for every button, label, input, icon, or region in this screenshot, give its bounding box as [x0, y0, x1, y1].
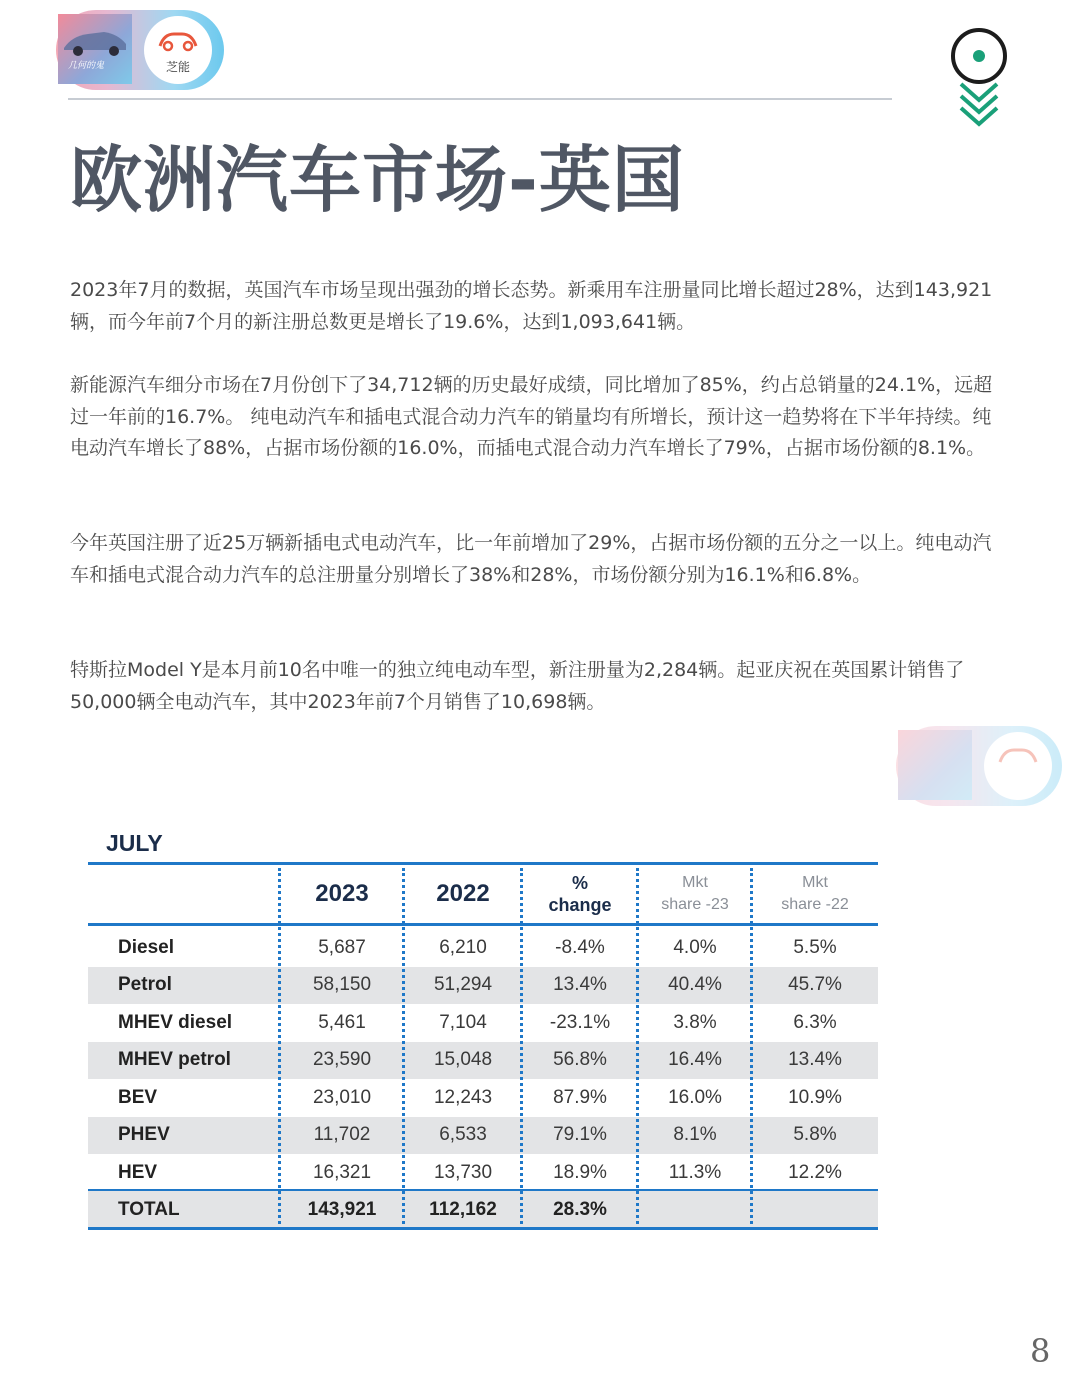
table-row	[88, 1042, 878, 1080]
table-cell-mkt22: 5.5%	[793, 936, 837, 958]
table-caption: JULY	[106, 830, 163, 856]
column-divider	[402, 868, 405, 1224]
table-cell-mkt22: 13.4%	[788, 1049, 842, 1071]
table-cell-mkt22: 12.2%	[788, 1161, 842, 1183]
total-bottom-rule	[88, 1227, 878, 1230]
page-number: 8	[1030, 1332, 1051, 1370]
table-cell-mkt23: 8.1%	[673, 1124, 717, 1146]
table-row	[88, 1079, 878, 1117]
table-cell-y2022: 51,294	[433, 974, 493, 996]
table-cell-mkt22: 45.7%	[788, 974, 842, 996]
column-divider	[278, 868, 281, 1224]
header-mkt22-line2: share -22	[781, 896, 849, 913]
table-cell-label: HEV	[118, 1161, 158, 1183]
car-outline-icon	[156, 26, 200, 56]
table-cell-y2022: 7,104	[439, 1011, 487, 1033]
table-cell-change: -23.1%	[549, 1011, 611, 1033]
table-cell-mkt23: 16.0%	[668, 1086, 722, 1108]
header-2023	[280, 865, 404, 923]
table-cell-mkt23: 11.3%	[668, 1161, 722, 1183]
logo-car-image	[58, 14, 132, 84]
header-mkt23-line1: Mkt	[682, 874, 708, 891]
watermark-badge	[984, 732, 1052, 800]
table-cell-y2022: 15,048	[433, 1049, 493, 1071]
table-header-rule	[88, 923, 878, 926]
table-cell-y2023: 23,590	[312, 1049, 372, 1071]
total-2023: 143,921	[307, 1198, 377, 1220]
header-2022-label: 2022	[436, 880, 490, 907]
table-cell-label: Diesel	[118, 936, 174, 958]
table-cell-mkt23: 3.8%	[673, 1011, 717, 1033]
brand-logo	[56, 10, 226, 92]
header-mkt-share-23	[638, 865, 752, 923]
header-divider	[68, 98, 892, 100]
table-cell-mkt22: 10.9%	[788, 1086, 842, 1108]
car-icon	[58, 14, 132, 64]
table-cell-mkt23: 4.0%	[673, 936, 717, 958]
paragraph-3: 今年英国注册了近25万辆新插电式电动汽车，比一年前增加了29%，占据市场份额的五分之一以上。纯电动汽车和插电式混合动力汽车的总注册量分别增长了38%和28%，市场份额分别为16.1%和6.8%。	[70, 532, 992, 586]
table-cell-y2023: 5,687	[318, 936, 366, 958]
header-pct-symbol: %	[571, 873, 588, 893]
header-mkt22-line1: Mkt	[802, 874, 828, 891]
table-cell-change: 56.8%	[553, 1049, 607, 1071]
header-mkt-share-22	[752, 865, 878, 923]
watermark-car-image	[898, 730, 972, 800]
location-pin-icon	[948, 26, 1010, 130]
table-cell-y2023: 58,150	[312, 974, 372, 996]
column-divider	[520, 868, 523, 1224]
table-cell-y2022: 6,210	[439, 936, 487, 958]
page-title: 欧洲汽车市场-英国	[70, 138, 685, 222]
table-cell-y2022: 13,730	[433, 1161, 493, 1183]
table-total-row	[88, 1191, 878, 1229]
watermark-car-outline-icon	[996, 742, 1040, 772]
total-change: 28.3%	[553, 1198, 607, 1220]
table-cell-y2022: 6,533	[439, 1124, 487, 1146]
header-pct-word: change	[548, 895, 612, 915]
table-cell-y2023: 5,461	[318, 1011, 366, 1033]
paragraph-1: 2023年7月的数据，英国汽车市场呈现出强劲的增长态势。新乘用车注册量同比增长超过28%，达到143,921辆，而今年前7个月的新注册总数更是增长了19.6%，达到1,093,641辆。	[70, 279, 993, 333]
header-2023-label: 2023	[315, 880, 369, 907]
table-cell-change: -8.4%	[555, 936, 605, 958]
header-pct-change	[522, 865, 638, 923]
table-cell-y2023: 16,321	[312, 1161, 372, 1183]
table-cell-mkt23: 40.4%	[668, 974, 722, 996]
logo-car-text: 几何的鬼	[68, 61, 105, 71]
table-row	[88, 967, 878, 1005]
logo-brand-text: 芝能	[165, 60, 190, 74]
column-divider	[636, 868, 639, 1224]
table-cell-y2023: 23,010	[312, 1086, 372, 1108]
total-2022: 112,162	[429, 1198, 497, 1220]
logo-badge	[144, 16, 212, 84]
table-cell-mkt22: 6.3%	[793, 1011, 837, 1033]
watermark-logo	[896, 726, 1064, 806]
header-2022	[404, 865, 522, 923]
table-row	[88, 1004, 878, 1042]
table-row	[88, 1117, 878, 1155]
table-cell-label: BEV	[118, 1086, 158, 1108]
table-row	[88, 929, 878, 967]
table-cell-label: MHEV petrol	[118, 1049, 231, 1071]
table-cell-change: 13.4%	[553, 974, 607, 996]
table-cell-y2022: 12,243	[433, 1086, 493, 1108]
table-cell-change: 79.1%	[553, 1124, 607, 1146]
table-cell-y2023: 11,702	[313, 1124, 371, 1146]
paragraph-2: 新能源汽车细分市场在7月份创下了34,712辆的历史最好成绩，同比增加了85%，约占总销量的24.1%，远超过一年前的16.7%。 纯电动汽车和插电式混合动力汽车的销量均有所增长，预计这一趋势将在下半年持续。纯电动汽车增长了88%，占据市场份额的16.0%，而插电式混合动力汽车增长了79%，占据市场份额的8.1%。	[70, 374, 993, 459]
table-cell-change: 18.9%	[553, 1161, 607, 1183]
header-mkt23-line2: share -23	[661, 896, 729, 913]
total-label: TOTAL	[118, 1198, 180, 1220]
paragraph-4: 特斯拉Model Y是本月前10名中唯一的独立纯电动车型，新注册量为2,284辆。起亚庆祝在英国累计销售了50,000辆全电动汽车，其中2023年前7个月销售了10,698辆。	[70, 659, 965, 713]
table-cell-mkt22: 5.8%	[793, 1124, 837, 1146]
table-row	[88, 1154, 878, 1192]
table-cell-label: MHEV diesel	[118, 1011, 233, 1033]
table-cell-mkt23: 16.4%	[668, 1049, 722, 1071]
table-cell-label: Petrol	[118, 974, 172, 996]
table-cell-label: PHEV	[118, 1124, 170, 1146]
table-cell-change: 87.9%	[553, 1086, 607, 1108]
column-divider	[750, 868, 753, 1224]
